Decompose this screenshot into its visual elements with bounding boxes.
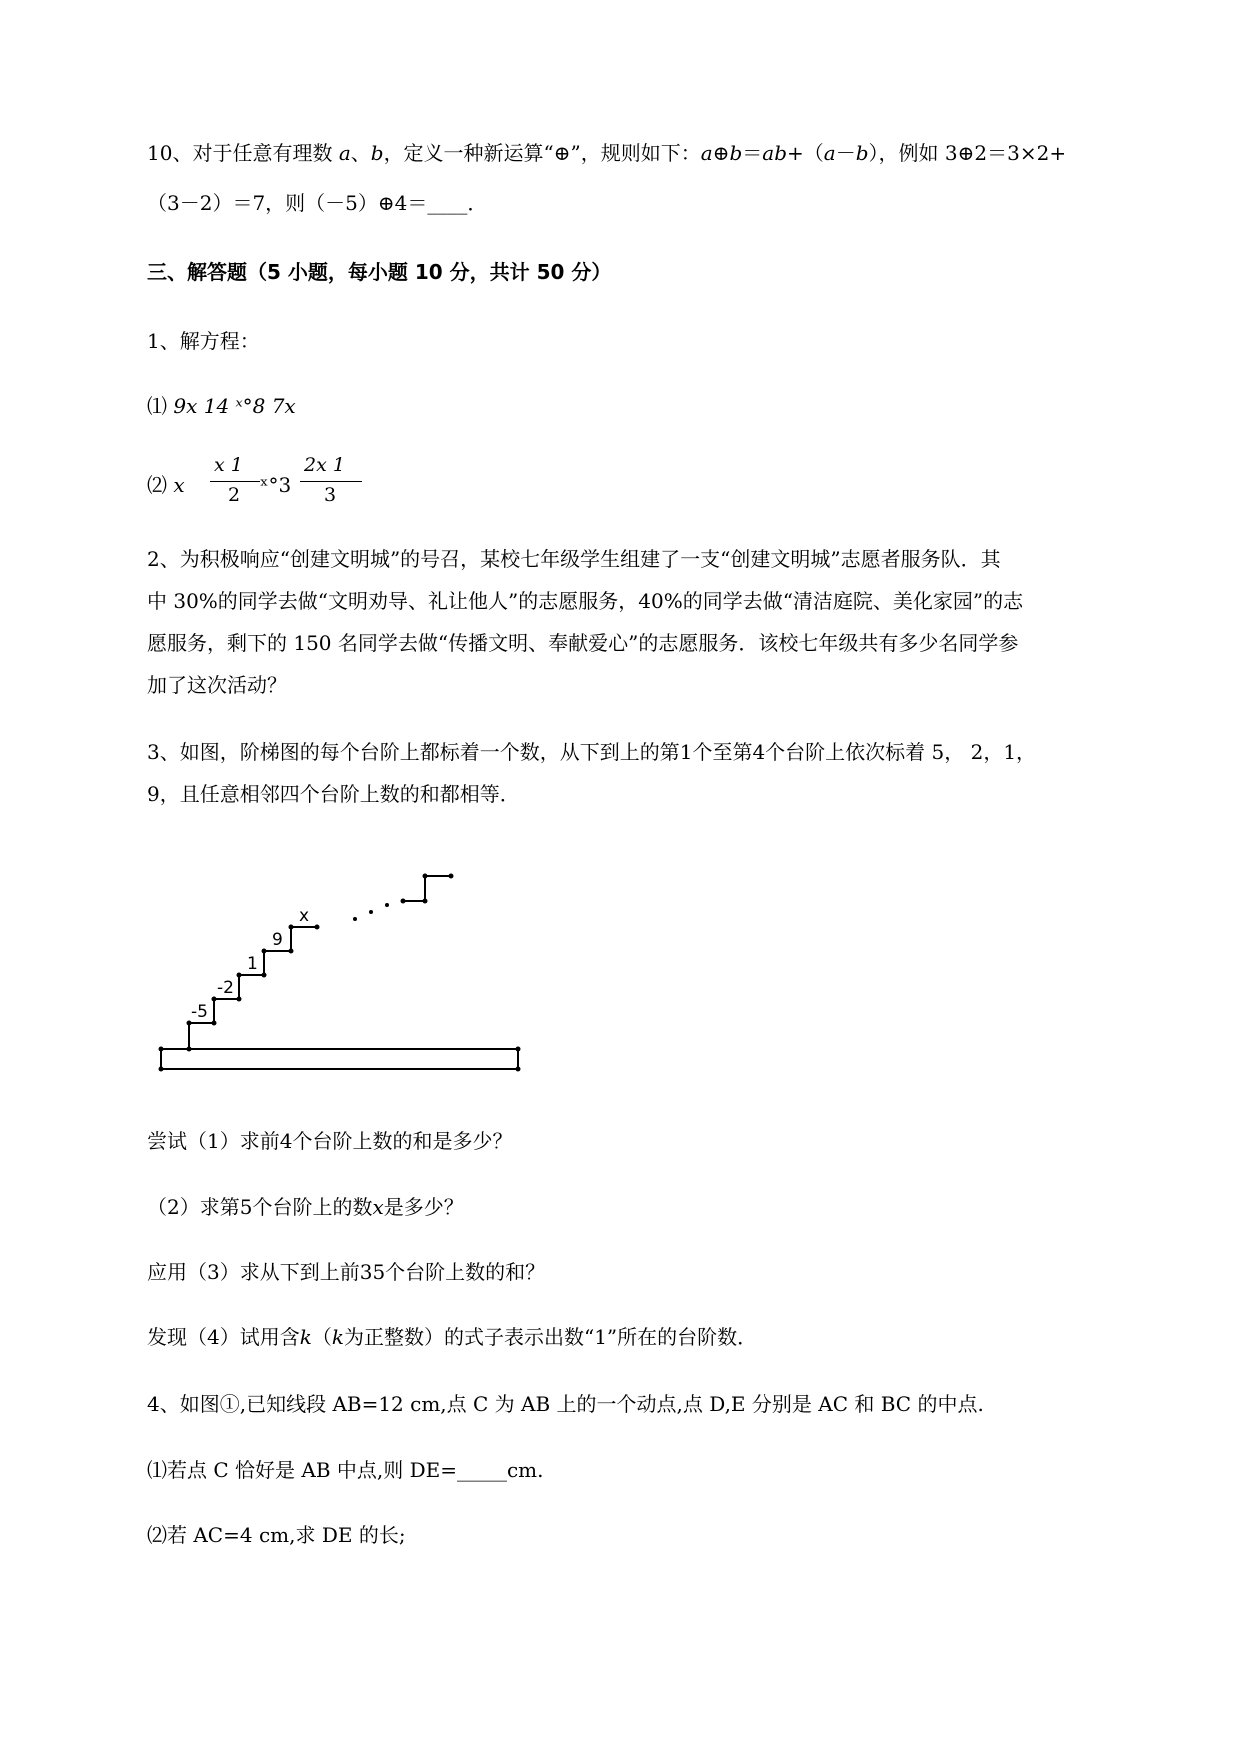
fraction-2-bar <box>300 481 362 482</box>
fraction-2-numerator: 2x 1 <box>304 454 345 476</box>
q3-s2-text-b: 是多少？ <box>383 1195 464 1219</box>
rule-minus: － <box>835 141 856 165</box>
q10-sep: 、 <box>350 141 371 165</box>
step-label-3: 1 <box>247 954 258 974</box>
q3-s4-text-c: 为正整数）的式子表示出数“1”所在的台阶数． <box>343 1325 758 1349</box>
q3-sub-2 <box>147 1192 464 1222</box>
q4-part-2: ⑵若 AC=4 cm,求 DE 的长; <box>147 1523 406 1547</box>
q10-line-2: （3－2）＝7，则（－5）⊕4＝____． <box>147 191 488 215</box>
fraction-1-denominator: 2 <box>228 484 241 506</box>
q3-s4-text-a: 发现（4）试用含 <box>147 1325 300 1349</box>
q1-part-1 <box>147 391 296 421</box>
q3-line-1: 3、如图，阶梯图的每个台阶上都标着一个数，从下到上的第1个至第4个台阶上依次标着 5， 2，1， <box>147 740 1037 764</box>
q10-example: ，例如 3⊕2＝3×2+ <box>878 141 1067 165</box>
rule-a: a <box>700 141 713 165</box>
staircase-base <box>161 1049 518 1069</box>
q1-p2-x: x <box>167 473 185 497</box>
q1-p2-middle: ˣ°3 <box>260 473 292 497</box>
rule-b: b <box>729 141 743 165</box>
rule-b2: b <box>855 141 869 165</box>
step-label-1: -5 <box>191 1002 208 1022</box>
q3-line-2: 9，且任意相邻四个台阶上数的和都相等． <box>147 782 520 806</box>
ellipsis-dot <box>369 910 373 914</box>
q4-part-1: ⑴若点 C 恰好是 AB 中点,则 DE=_____cm. <box>147 1458 544 1482</box>
q3-s4-k1: k <box>299 1325 312 1349</box>
q3-sub-1: 尝试（1）求前4个台阶上数的和是多少？ <box>147 1129 513 1153</box>
q1-p1-equation: 9x 14 ˣ°8 7x <box>167 394 296 418</box>
rule-op: ⊕ <box>712 141 730 165</box>
q10-line-1 <box>147 138 1066 168</box>
q1-p2-fraction-2 <box>300 454 362 510</box>
q4-line-1: 4、如图①,已知线段 AB=12 cm,点 C 为 AB 上的一个动点,点 D,E 分别是 AC 和 BC 的中点. <box>147 1392 984 1416</box>
q3-s2-x: x <box>372 1195 384 1219</box>
q1-p2-fraction-1 <box>210 454 260 510</box>
q3-sub-3: 应用（3）求从下到上前35个台阶上数的和？ <box>147 1260 546 1284</box>
var-b: b <box>370 141 384 165</box>
q2-line-2: 中 30%的同学去做“文明劝导、礼让他人”的志愿服务，40%的同学去做“清洁庭院、美化家园”的志 <box>147 589 1024 613</box>
var-a: a <box>338 141 351 165</box>
q2-line-4: 加了这次活动？ <box>147 673 287 697</box>
q1-part-2-label <box>147 470 185 500</box>
fraction-2-denominator: 3 <box>324 484 337 506</box>
rule-close: ） <box>868 141 879 165</box>
rule-eq: ＝ <box>742 141 763 165</box>
fraction-1-bar <box>210 481 260 482</box>
ellipsis-dot <box>353 917 357 921</box>
q10-intro: 10、对于任意有理数 <box>147 141 339 165</box>
rule-ab: ab <box>762 141 788 165</box>
q3-s4-k2: k <box>331 1325 344 1349</box>
staircase-figure <box>155 835 535 1085</box>
section-title: 三、解答题（5 小题，每小题 10 分，共计 50 分） <box>147 260 612 284</box>
q10-definition: ，定义一种新运算“⊕”，规则如下： <box>383 141 701 165</box>
q2-line-3: 愿服务，剩下的 150 名同学去做“传播文明、奉献爱心”的志愿服务．该校七年级共有多少名同学参 <box>147 631 1019 655</box>
q2-line-1: 2、为积极响应“创建文明城”的号召，某校七年级学生组建了一支“创建文明城”志愿者服务队．其 <box>147 547 1001 571</box>
ellipsis-dot <box>385 903 389 907</box>
q3-sub-4 <box>147 1322 757 1352</box>
step-label-5: x <box>299 906 310 926</box>
q1-p2-label: ⑵ <box>147 473 167 497</box>
staircase-top-steps <box>403 876 451 901</box>
rule-plus: +（ <box>787 141 824 165</box>
q3-s4-text-b: （ <box>311 1325 332 1349</box>
rule-a2: a <box>823 141 836 165</box>
q1-intro: 1、解方程： <box>147 329 260 353</box>
staircase-steps <box>189 927 317 1049</box>
step-label-4: 9 <box>272 930 283 950</box>
q1-p1-label: ⑴ <box>147 394 167 418</box>
step-label-2: -2 <box>217 978 234 998</box>
q3-s2-text-a: （2）求第5个台阶上的数 <box>147 1195 373 1219</box>
fraction-1-numerator: x 1 <box>214 454 243 476</box>
